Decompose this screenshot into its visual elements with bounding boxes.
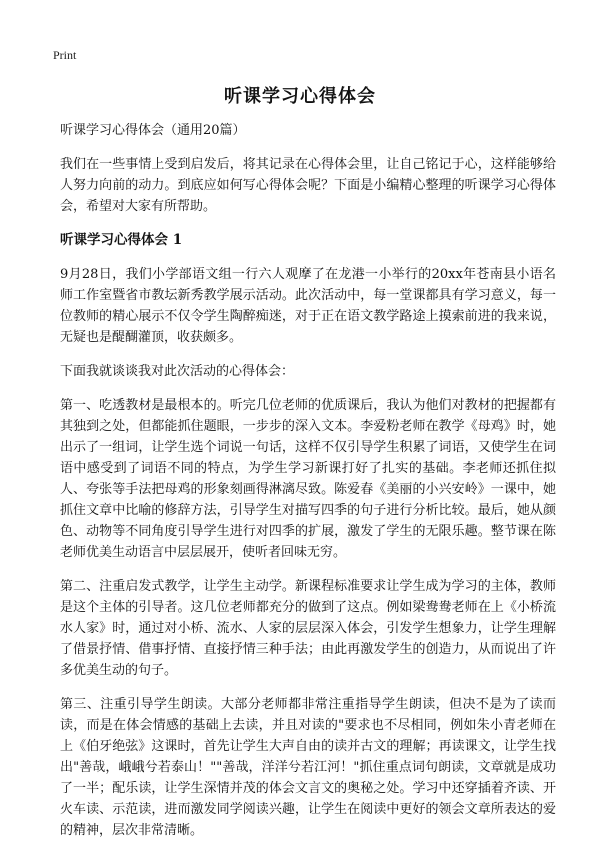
page-title: 听课学习心得体会 [224, 86, 376, 107]
print-label: Print [53, 48, 77, 62]
body-paragraph-2: 下面我就谈谈我对此次活动的心得体会： [60, 364, 295, 379]
section-heading: 听课学习心得体会 1 [60, 232, 183, 248]
document-body [60, 120, 556, 854]
body-paragraph-1: 9月28日，我们小学部语文组一行六人观摩了在龙港一小举行的20xx年苍南县小语名师工作室暨省市教坛新秀教学展示活动。此次活动中，每一堂课都具有学习意义，每一位教师的精心展示不仅令学生陶醉痴迷，对于正在语文教学路途上摸索前进的我来说，无疑也是醍醐灌顶，收获颇多。 [60, 267, 556, 345]
body-paragraph-3: 第一、吃透教材是最根本的。听完几位老师的优质课后，我认为他们对教材的把握都有其独到之处，但都能抓住题眼，一步步的深入文本。李爱粉老师在教学《母鸡》时，她出示了一组词，让学生选个词说一句话，这样不仅引导学生积累了词语，又使学生在词语中感受到了词语不同的特点，为学生学习新课打好了扎实的基础。李老师还抓住拟人、夸张等手法把母鸡的形象刻画得淋漓尽致。陈爱春《美丽的小兴安岭》一课中，她抓住文章中比喻的修辞方法，引导学生对描写四季的句子进行分析比较。最后，她从颜色、动物等不同角度引导学生进行对四季的扩展，激发了学生的无限乐趣。整节课在陈老师优美生动语言中层层展开，使听者回味无穷。 [60, 398, 556, 560]
body-paragraph-5: 第三、注重引导学生朗读。大部分老师都非常注重指导学生朗读，但决不是为了读而读，而是在体会情感的基础上去读，并且对读的"要求也不尽相同，例如朱小青老师在上《伯牙绝弦》这课时，首先让学生大声自由的读并古文的理解；再读课文，让学生找出"善哉，峨峨兮若泰山！""善哉，洋洋兮若江河！"抓住重点词句朗读，文章就是成功了一半；配乐读，让学生深情并茂的体会文言文的奥秘之处。学习中还穿插着齐读、开火车读、示范读，进而激发同学阅读兴趣，让学生在阅读中更好的领会文章所表达的爱的精神，层次非常清晰。 [60, 697, 556, 838]
document-subtitle: 听课学习心得体会（通用20篇） [60, 123, 246, 138]
body-paragraph-4: 第二、注重启发式教学，让学生主动学。新课程标准要求让学生成为学习的主体，教师是这个主体的引导者。这几位老师都充分的做到了这点。例如梁鸯鸯老师在上《小桥流水人家》时，通过对小桥、流水、人家的层层深入体会，引发学生想象力，让学生理解了借景抒情、借事抒情、直接抒情三种手法；由此再激发学生的创造力，从而说出了许多优美生动的句子。 [60, 579, 556, 678]
intro-paragraph: 我们在一些事情上受到启发后，将其记录在心得体会里，让自己铭记于心，这样能够给人努力向前的动力。到底应如何写心得体会呢？下面是小编精心整理的听课学习心得体会，希望对大家有所帮助。 [60, 157, 556, 214]
